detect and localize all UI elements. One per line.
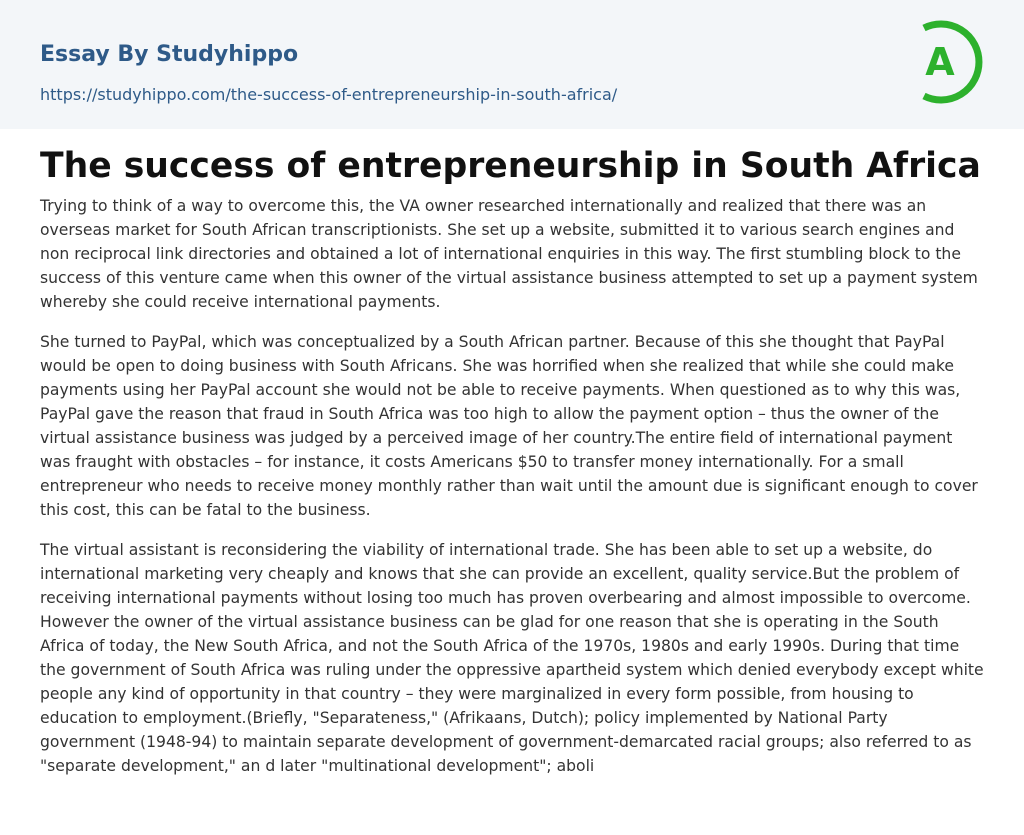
article-title: The success of entrepreneurship in South Africa (40, 146, 981, 186)
paragraph: Trying to think of a way to overcome this, the VA owner researched internationally and realized that there was an overseas market for South African transcriptionists. She set up a website, submitted it to various search engines and non reciprocal link directories and obtained a lot of international enquiries in this way. The first stumbling block to the success of this venture came when this owner of the virtual assistance business attempted to set up a payment system whereby she could receive international payments. (40, 197, 978, 311)
logo-letter: A (925, 40, 955, 84)
paragraph: She turned to PayPal, which was conceptualized by a South African partner. Because of this she thought that PayPal would be open to doing business with South Africans. She was horrified when she realized that while she could make payments using her PayPal account she would not be able to receive payments. When questioned as to why this was, PayPal gave the reason that fraud in South Africa was too high to allow the payment option – thus the owner of the virtual assistance business was judged by a perceived image of her country.The entire field of international payment was fraught with obstacles – for instance, it costs Americans $50 to transfer money internationally. For a small entrepreneur who needs to receive money monthly rather than wait until the amount due is significant enough to cover this cost, this can be fatal to the business. (40, 333, 978, 519)
site-header (0, 0, 1024, 129)
paragraph: The virtual assistant is reconsidering the viability of international trade. She has been able to set up a website, do international marketing very cheaply and knows that she can provide an excellent, quality service.But the problem of receiving international payments without losing too much has proven overbearing and almost impossible to overcome. However the owner of the virtual assistance business can be glad for one reason that she is operating in the South Africa of today, the New South Africa, and not the South Africa of the 1970s, 1980s and early 1990s. During that time the government of South Africa was ruling under the oppressive apartheid system which denied everybody except white people any kind of opportunity in that country – they were marginalized in every form possible, from housing to education to employment.(Briefly, "Separateness," (Afrikaans, Dutch); policy implemented by National Party government (1948-94) to maintain separate development of government-demarcated racial groups; also referred to as "separate development," an d later "multinational development"; aboli (40, 541, 984, 775)
source-url-link[interactable]: https://studyhippo.com/the-success-of-entrepreneurship-in-south-africa/ (40, 85, 618, 104)
studyhippo-logo-icon[interactable] (910, 18, 988, 106)
site-brand[interactable]: Essay By Studyhippo (40, 42, 299, 67)
article-body (40, 194, 986, 794)
